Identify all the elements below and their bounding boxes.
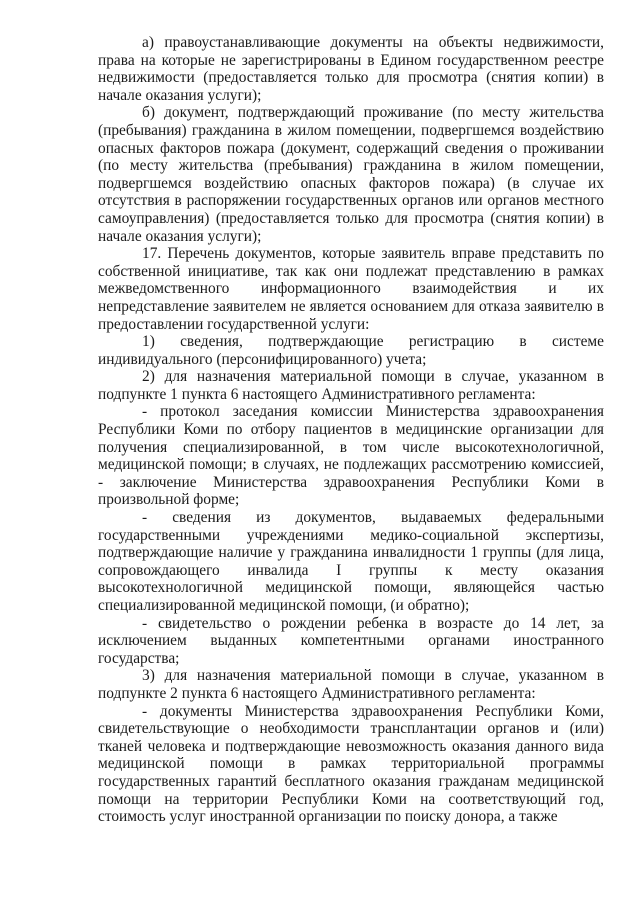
- list-item-1-registration: 1) сведения, подтверждающие регистрацию в системе индивидуального (персонифицированного) учета;: [98, 333, 604, 368]
- list-item-commission-protocol: - протокол заседания комиссии Министерства здравоохранения Республики Коми по отбору пациентов в медицинские организации для получения специализированной, в том числе высокотехнологичной, медицинской помощи; в случаях, не подлежащих рассмотрению комиссией, - заключение Министерства здравоохранения Республики Коми в произвольной форме;: [98, 403, 604, 509]
- paragraph-a-property-documents: а) правоустанавливающие документы на объекты недвижимости, права на которые не зарегистрированы в Едином государственном реестре недвижимости (предоставляется только для просмотра (снятия копии) в начале оказания услуги);: [98, 34, 604, 104]
- paragraph-17-document-list: 17. Перечень документов, которые заявитель вправе представить по собственной инициативе, так как они подлежат представлению в рамках межведомственного информационного взаимодействия и их непредставление заявителем не является основанием для отказа заявителю в предоставлении государственной услуги:: [98, 245, 604, 333]
- list-item-2-material-aid: 2) для назначения материальной помощи в случае, указанном в подпункте 1 пункта 6 настоящего Административного регламента:: [98, 368, 604, 403]
- list-item-birth-certificate: - свидетельство о рождении ребенка в возрасте до 14 лет, за исключением выданных компетентными органами иностранного государства;: [98, 614, 604, 667]
- paragraph-b-residence-document: б) документ, подтверждающий проживание (по месту жительства (пребывания) гражданина в жилом помещении, подвергшемся воздействию опасных факторов пожара (документ, содержащий сведения о проживании (по месту жительства (пребывания) гражданина в жилом помещении, подвергшемся воздействию опасных факторов пожара) (в случае их отсутствия в распоряжении государственных органов или органов местного самоуправления) (предоставляется только для просмотра (снятия копии) в начале оказания услуги);: [98, 104, 604, 245]
- list-item-health-ministry-documents: - документы Министерства здравоохранения Республики Коми, свидетельствующие о необходимости трансплантации органов и (или) тканей человека и подтверждающие невозможность оказания данного вида медицинской помощи в рамках территориальной программы государственных гарантий бесплатного оказания гражданам медицинской помощи на территории Республики Коми на соответствующий год, стоимость услуг иностранной организации по поиску донора, а также: [98, 702, 604, 826]
- list-item-3-material-aid: 3) для назначения материальной помощи в случае, указанном в подпункте 2 пункта 6 настоящего Административного регламента:: [98, 667, 604, 702]
- list-item-disability-info: - сведения из документов, выдаваемых федеральными государственными учреждениями медико-социальной экспертизы, подтверждающие наличие у гражданина инвалидности 1 группы (для лица, сопровождающего инвалида I группы к месту оказания высокотехнологичной медицинской помощи, являющейся частью специализированной медицинской помощи, (и обратно);: [98, 509, 604, 614]
